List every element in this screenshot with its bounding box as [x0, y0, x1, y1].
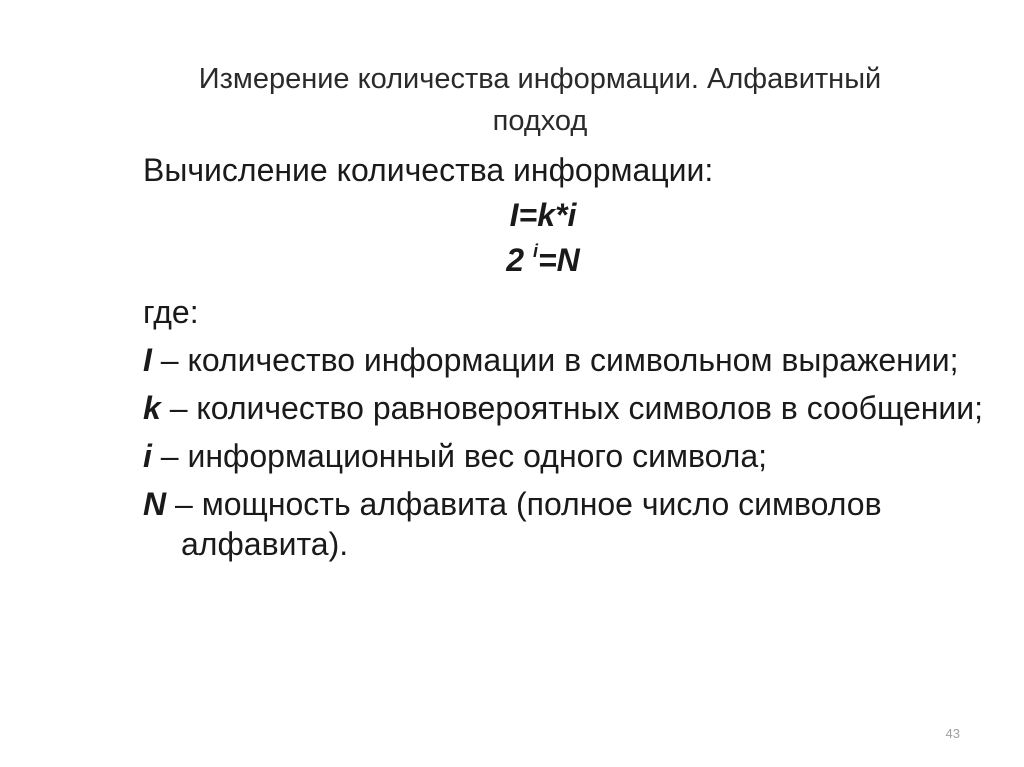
formula-alphabet-power [143, 240, 943, 280]
definition-text: – количество информации в символьном выражении; [151, 342, 959, 378]
title-line-1: Измерение количества информации. Алфавитный [198, 63, 882, 95]
definition-text: – мощность алфавита (полное число символов алфавита). [166, 486, 882, 562]
definition-symbol: k [143, 390, 161, 426]
page-number: 43 [945, 726, 960, 741]
definition-symbol: N [143, 486, 167, 522]
formula-information-amount [143, 195, 943, 235]
formula-2-exponent: i [532, 241, 538, 261]
definition-text: – количество равновероятных символов в сообщении; [160, 390, 984, 426]
slide-body [143, 150, 993, 564]
definition-item [143, 388, 1001, 428]
definition-item [143, 484, 1001, 564]
definition-symbol: I [143, 342, 152, 378]
where-label: где: [143, 294, 199, 330]
intro-text: Вычисление количества информации: [143, 152, 714, 188]
formula-2-base: 2 [506, 242, 533, 278]
title-line-2: подход [492, 105, 588, 137]
definition-text: – информационный вес одного символа; [151, 438, 768, 474]
definition-symbol: i [143, 438, 152, 474]
formula-2-rest: =N [537, 242, 580, 278]
slide-title [150, 58, 930, 142]
formula-1-text: I=k*i [509, 197, 577, 233]
definition-item [143, 436, 1001, 476]
definition-item [143, 340, 1001, 380]
